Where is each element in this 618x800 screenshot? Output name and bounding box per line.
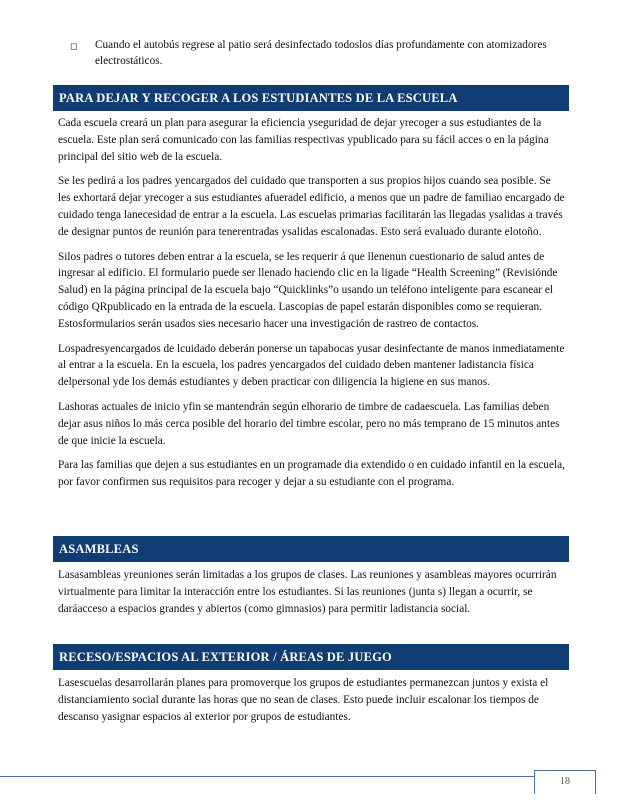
section-header-drop-off-pick-up: PARA DEJAR Y RECOGER A LOS ESTUDIANTES DE LA ESCUELA (53, 85, 569, 111)
paragraph: Lospadresyencargados de lcuidado deberán ponerse un tapabocas yusar desinfectante de manos inmediatamente al entrar a la escuela. En la escuela, los padres yencargados del cuidado deben mantener ladistancia física delpersonal yde los demás estudiantes y deben practicar con diligencia la higiene en sus manos. (58, 342, 565, 389)
footer-rule (0, 776, 534, 777)
bullet-item (70, 37, 550, 69)
paragraph: Para las familias que dejen a sus estudiantes en un programade dia extendido o en cuidado infantil en la escuela, por favor confirmen sus requisitos para recoger y dejar a su estudiante con el programa. (58, 459, 565, 489)
paragraph: Silos padres o tutores deben entrar a la escuela, se les requerir á que llenenun cuestionario de salud antes de ingresar al edificio. El formulario puede ser llenado haciendo clic en la ligade “Health Screening” (Revisiónde Salud) en la página principal de la escuela bajo “Quicklinks”o usando un teléfono inteligente para escanear el código QRpublicado en la entrada de la escuela. Lascopias de papel estarán disponibles como se requieran. Estosformularios serán usados sies necesario hacer una investigación de rastreo de contactos. (58, 250, 558, 330)
paragraph: Se les pedirá a los padres yencargados del cuidado que transporten a sus propios hijos cuando sea posible. Se les exhortará dejar yrecoger a sus estudiantes afueradel edificio, a menos que un padre de familiao encargado de cuidado tenga lanecesidad de entrar a la escuela. Las escuelas primarias facilitarán las llegadas ysalidas a través de designar puntos de reunión para tenerentradas ysalidas escalonadas. Esto será evaluado durante elotoño. (58, 175, 565, 238)
section-body-recess (58, 675, 566, 733)
checkbox-bullet-icon: ◻ (70, 41, 78, 51)
page-number: 18 (534, 770, 596, 794)
section-header-recess: RECESO/ESPACIOS AL EXTERIOR / ÁREAS DE JUEGO (53, 644, 569, 670)
bullet-text: Cuando el autobús regrese al patio será desinfectado todoslos días profundamente con atomizadores electrostáticos. (95, 39, 547, 67)
paragraph: Lashoras actuales de inicio yfin se mantendrán según elhorario de timbre de cadaescuela. Las familias deben dejar asus niños lo más cerca posible del horario del timbre escolar, pero no más temprano de 15 minutos antes de que inicie la escuela. (58, 400, 560, 447)
section-body-assemblies (58, 567, 566, 625)
paragraph: Lasescuelas desarrollarán planes para promoverque los grupos de estudiantes permanezcan juntos y exista el distanciamiento social durante las horas que no sean de clases. Esto puede incluir escalonar los tiempos de descanso yasignar espacios al exterior por grupos de estudiantes. (58, 677, 549, 723)
paragraph: Lasasambleas yreuniones serán limitadas a los grupos de clases. Las reuniones y asambleas mayores ocurrirán virtualmente para limitar la interacción entre los estudiantes. Si las reuniones (junta s) llegan a ocurrir, se daráacceso a espacios grandes y abiertos (como gimnasios) para permitir ladistancia social. (58, 569, 557, 615)
section-header-assemblies: ASAMBLEAS (53, 536, 569, 562)
section-body-drop-off-pick-up (58, 115, 566, 499)
paragraph: Cada escuela creará un plan para asegurar la eficiencia yseguridad de dejar yrecoger a sus estudiantes de la escuela. Este plan será comunicado con las familias respectivas ypublicado para su fácil acces o en la página principal del sitio web de la escuela. (58, 117, 549, 163)
